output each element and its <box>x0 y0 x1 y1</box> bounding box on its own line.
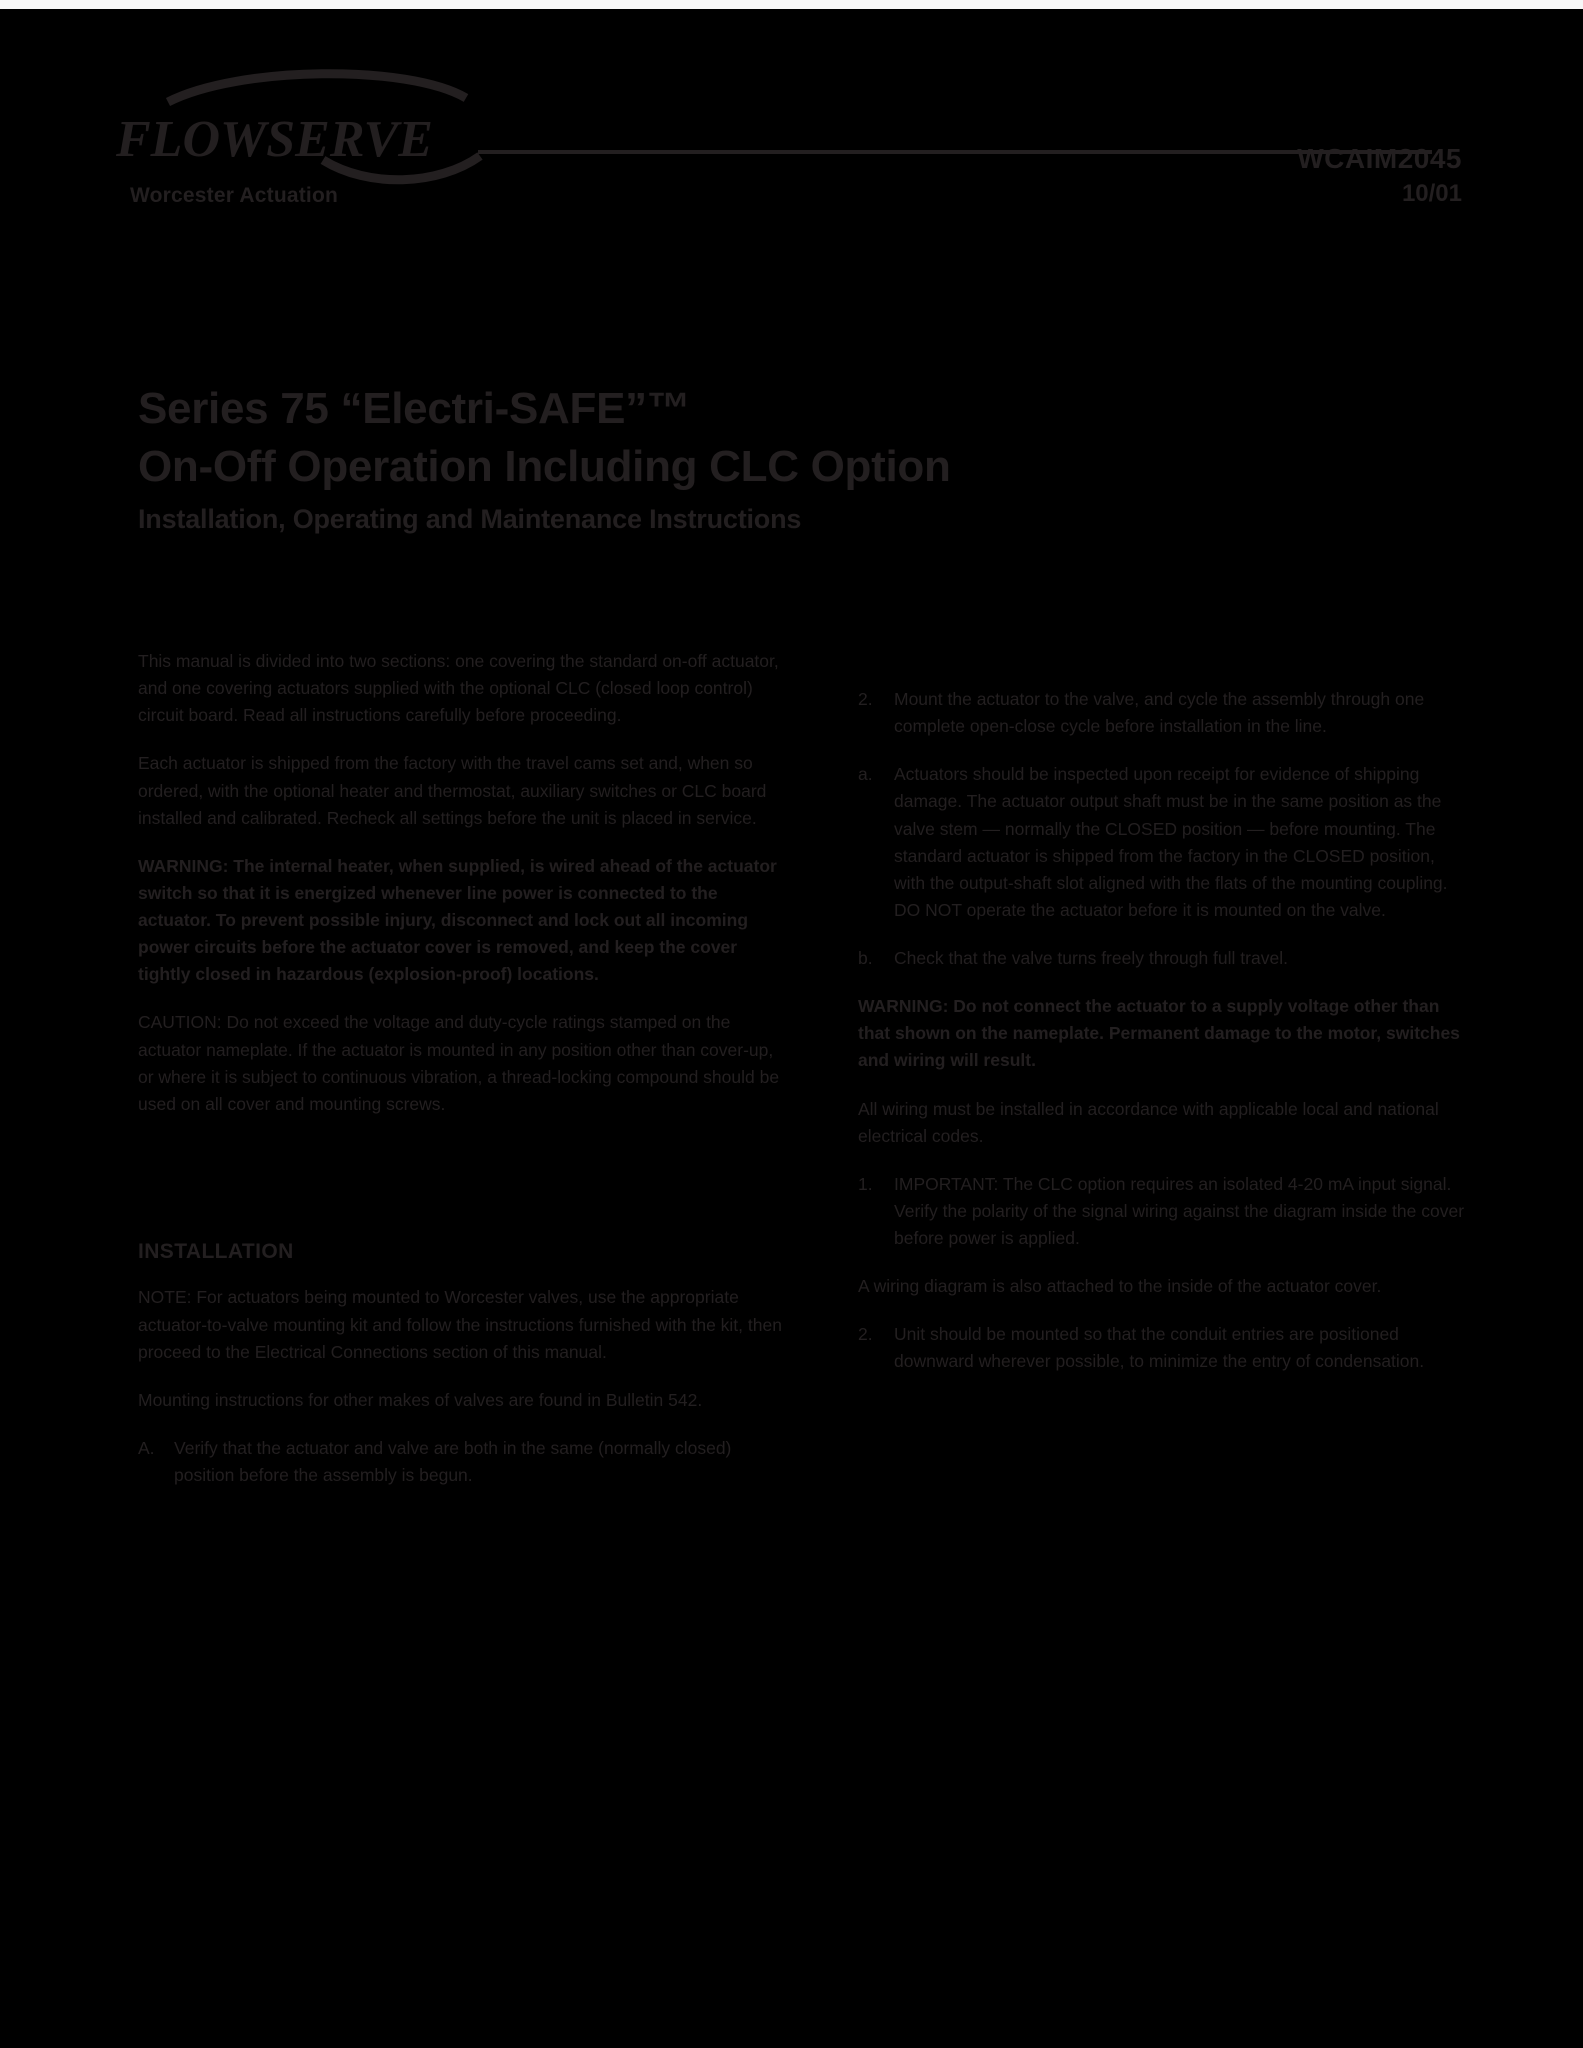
left-column <box>138 648 783 1510</box>
paragraph: NOTE: For actuators being mounted to Worcester valves, use the appropriate actuator-to-valve mounting kit and follow the instructions furnished with the kit, then proceed to the Electrical Connections section of this manual. <box>138 1287 782 1362</box>
paragraph: Each actuator is shipped from the factory with the travel cams set and, when so ordered, with the optional heater and thermostat, auxiliary switches or CLC board installed and calibrated. Recheck all settings before the unit is placed in service. <box>138 753 767 828</box>
list-item <box>858 1171 1465 1252</box>
list-item <box>858 686 1465 740</box>
list-item-text: Mount the actuator to the valve, and cycle the assembly through one complete open-close cycle before installation in the line. <box>894 689 1425 737</box>
page-title-line1: Series 75 “Electri-SAFE”™ <box>138 384 691 433</box>
flowserve-logo <box>108 64 528 194</box>
page-subtitle: Installation, Operating and Maintenance Instructions <box>138 504 802 535</box>
list-item <box>138 1435 783 1489</box>
paragraph: A wiring diagram is also attached to the inside of the actuator cover. <box>858 1276 1382 1297</box>
right-column <box>858 648 1465 1397</box>
page-top-edge <box>0 0 1583 9</box>
list-marker: 2. <box>858 1324 873 1345</box>
list-item-text: Verify that the actuator and valve are both in the same (normally closed) position before the assembly is begun. <box>174 1437 732 1486</box>
document-id-block <box>1297 140 1462 210</box>
list-item-text: Check that the valve turns freely through full travel. <box>894 948 1288 968</box>
list-marker: a. <box>858 764 873 785</box>
list-item-text: IMPORTANT: The CLC option requires an isolated 4-20 mA input signal. Verify the polarity of the signal wiring against the diagram inside the cover before power is applied. <box>894 1173 1465 1248</box>
list-marker: A. <box>138 1437 155 1458</box>
list-item-text: Unit should be mounted so that the conduit entries are positioned downward wherever possible, to minimize the entry of condensation. <box>894 1324 1425 1372</box>
paragraph: WARNING: The internal heater, when supplied, is wired ahead of the actuator switch so that it is energized whenever line power is connected to the actuator. To prevent possible injury, disconnect and lock out all incoming power circuits before the actuator cover is removed, and keep the cover tightly closed in hazardous (explosion-proof) locations. <box>138 855 777 985</box>
logo-wordmark: FLOWSERVE <box>116 111 433 168</box>
section-heading: INSTALLATION <box>138 1239 294 1263</box>
list-marker: 2. <box>858 689 873 709</box>
paragraph: This manual is divided into two sections: one covering the standard on-off actuator, and one covering actuators supplied with the optional CLC (closed loop control) circuit board. Read all instructions carefully before proceeding. <box>138 651 779 726</box>
list-marker: b. <box>858 948 873 968</box>
flowserve-swoosh-icon <box>108 64 528 194</box>
list-marker: 1. <box>858 1173 873 1194</box>
paragraph: All wiring must be installed in accordance with applicable local and national electrical codes. <box>858 1098 1439 1146</box>
list-item-text: Actuators should be inspected upon receipt for evidence of shipping damage. The actuator output shaft must be in the same position as the valve stem — normally the CLOSED position — before mounting. The standard actuator is shipped from the factory in the CLOSED position, with the output-shaft slot aligned with the flats of the mounting coupling. DO NOT operate the actuator before it is mounted on the valve. <box>894 764 1448 920</box>
division-name: Worcester Actuation <box>130 184 339 207</box>
masthead-rule <box>478 150 1432 154</box>
paragraph: CAUTION: Do not exceed the voltage and duty-cycle ratings stamped on the actuator nameplate. If the actuator is mounted in any position other than cover-up, or where it is subject to continuous vibration, a thread-locking compound should be used on all cover and mounting screws. <box>138 1012 780 1114</box>
document-date: 10/01 <box>1401 179 1462 207</box>
page-title-line2: On-Off Operation Including CLC Option <box>138 442 951 492</box>
list-item <box>858 945 1465 972</box>
title-block <box>138 380 1468 535</box>
list-item <box>858 761 1465 924</box>
paragraph: WARNING: Do not connect the actuator to a supply voltage other than that shown on the nameplate. Permanent damage to the motor, switches and wiring will result. <box>858 996 1460 1071</box>
document-number: WCAIM2045 <box>1297 143 1462 174</box>
paragraph: Mounting instructions for other makes of valves are found in Bulletin 542. <box>138 1389 703 1410</box>
list-item <box>858 1321 1465 1375</box>
